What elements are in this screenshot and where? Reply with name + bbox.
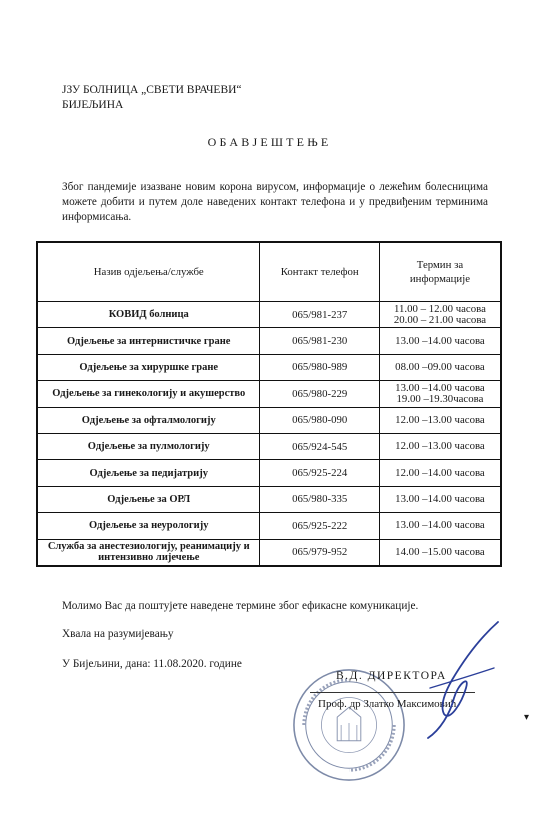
row-dept: Одјељење за ОРЛ	[37, 486, 260, 512]
row-dept: Одјељење за интернистичке гране	[37, 328, 260, 354]
row-time	[379, 302, 501, 328]
row-phone: 065/980-090	[260, 407, 379, 433]
table-row	[37, 513, 501, 539]
row-time	[379, 539, 501, 566]
row-time-line1: 13.00 –14.00 часова	[395, 334, 485, 347]
scan-mark: ▾	[524, 712, 530, 723]
table-header-row	[37, 242, 501, 302]
row-time	[379, 513, 501, 539]
table-row	[37, 407, 501, 433]
intro-paragraph: Због пандемије изазване новим корона вирусом, информације о лежећим болесницима можете добити и путем доле наведених контакт телефона и у предвиђеним терминима информисања.	[62, 181, 488, 223]
table-row	[37, 302, 501, 328]
request-text: Молимо Вас да поштујете наведене термине због ефикасне комуникације.	[62, 600, 419, 612]
row-time-line1: 14.00 –15.00 часова	[395, 545, 485, 558]
row-time	[379, 460, 501, 486]
header-phone: Контакт телефон	[260, 242, 379, 302]
row-time-line1: 13.00 –14.00 часова	[395, 519, 485, 532]
institution-city: БИЈЕЉИНА	[62, 99, 124, 111]
row-time-line1: 12.00 –14.00 часова	[395, 466, 485, 479]
table-row	[37, 381, 501, 407]
place-date-text: У Бијељини, дана: 11.08.2020. године	[62, 658, 242, 670]
row-phone: 065/979-952	[260, 539, 379, 566]
table-row	[37, 460, 501, 486]
row-time	[379, 407, 501, 433]
row-time-line1: 12.00 –13.00 часова	[395, 413, 485, 426]
row-time-line1: 13.00 –14.00 часова	[395, 492, 485, 505]
row-dept: Служба за анестезиологију, реанимацију и интензивно лијечење	[37, 539, 260, 566]
table-row	[37, 433, 501, 459]
row-dept: Одјељење за гинекологију и акушерство	[37, 381, 260, 407]
signatory-title: В.Д. ДИРЕКТОРА	[336, 670, 447, 682]
header-time	[379, 242, 501, 302]
institution-name: ЈЗУ БОЛНИЦА „СВЕТИ ВРАЧЕВИ“	[62, 84, 242, 96]
header-time-line1: Термин за	[416, 259, 464, 271]
row-phone: 065/980-335	[260, 486, 379, 512]
row-dept: Одјељење за хируршке гране	[37, 354, 260, 380]
header-time-line2: информације	[409, 273, 470, 285]
row-time-line1: 13.00 –14.00 часова	[395, 381, 485, 394]
row-time	[379, 433, 501, 459]
row-dept: Одјељење за пулмологију	[37, 433, 260, 459]
row-time-line1: 12.00 –13.00 часова	[395, 440, 485, 453]
row-time	[379, 354, 501, 380]
thanks-text: Хвала на разумијевању	[62, 628, 174, 640]
signature-block	[290, 648, 520, 758]
row-phone: 065/981-237	[260, 302, 379, 328]
row-phone: 065/924-545	[260, 433, 379, 459]
header-dept: Назив одјељења/службе	[37, 242, 260, 302]
row-time-line1: 11.00 – 12.00 часова	[394, 302, 486, 315]
row-dept: Одјељење за неурологију	[37, 513, 260, 539]
document-title: ОБАВЈЕШТЕЊЕ	[207, 135, 332, 149]
row-phone: 065/925-222	[260, 513, 379, 539]
row-dept: КОВИД болница	[37, 302, 260, 328]
row-phone: 065/925-224	[260, 460, 379, 486]
signatory-name: Проф. др Златко Максимовић	[318, 698, 457, 710]
row-phone: 065/980-229	[260, 381, 379, 407]
row-time-line2: 19.00 –19.30часова	[396, 392, 484, 405]
table-row	[37, 539, 501, 566]
contact-table	[36, 241, 502, 567]
handwritten-signature	[370, 618, 510, 748]
row-time	[379, 328, 501, 354]
table-row	[37, 328, 501, 354]
row-time-line1: 08.00 –09.00 часова	[395, 360, 485, 373]
row-phone: 065/980-989	[260, 354, 379, 380]
row-phone: 065/981-230	[260, 328, 379, 354]
row-dept: Одјељење за педијатрију	[37, 460, 260, 486]
table-row	[37, 354, 501, 380]
row-dept: Одјељење за офталмологију	[37, 407, 260, 433]
row-time	[379, 486, 501, 512]
row-time-line2: 20.00 – 21.00 часова	[393, 313, 487, 326]
table-row	[37, 486, 501, 512]
row-time	[379, 381, 501, 407]
